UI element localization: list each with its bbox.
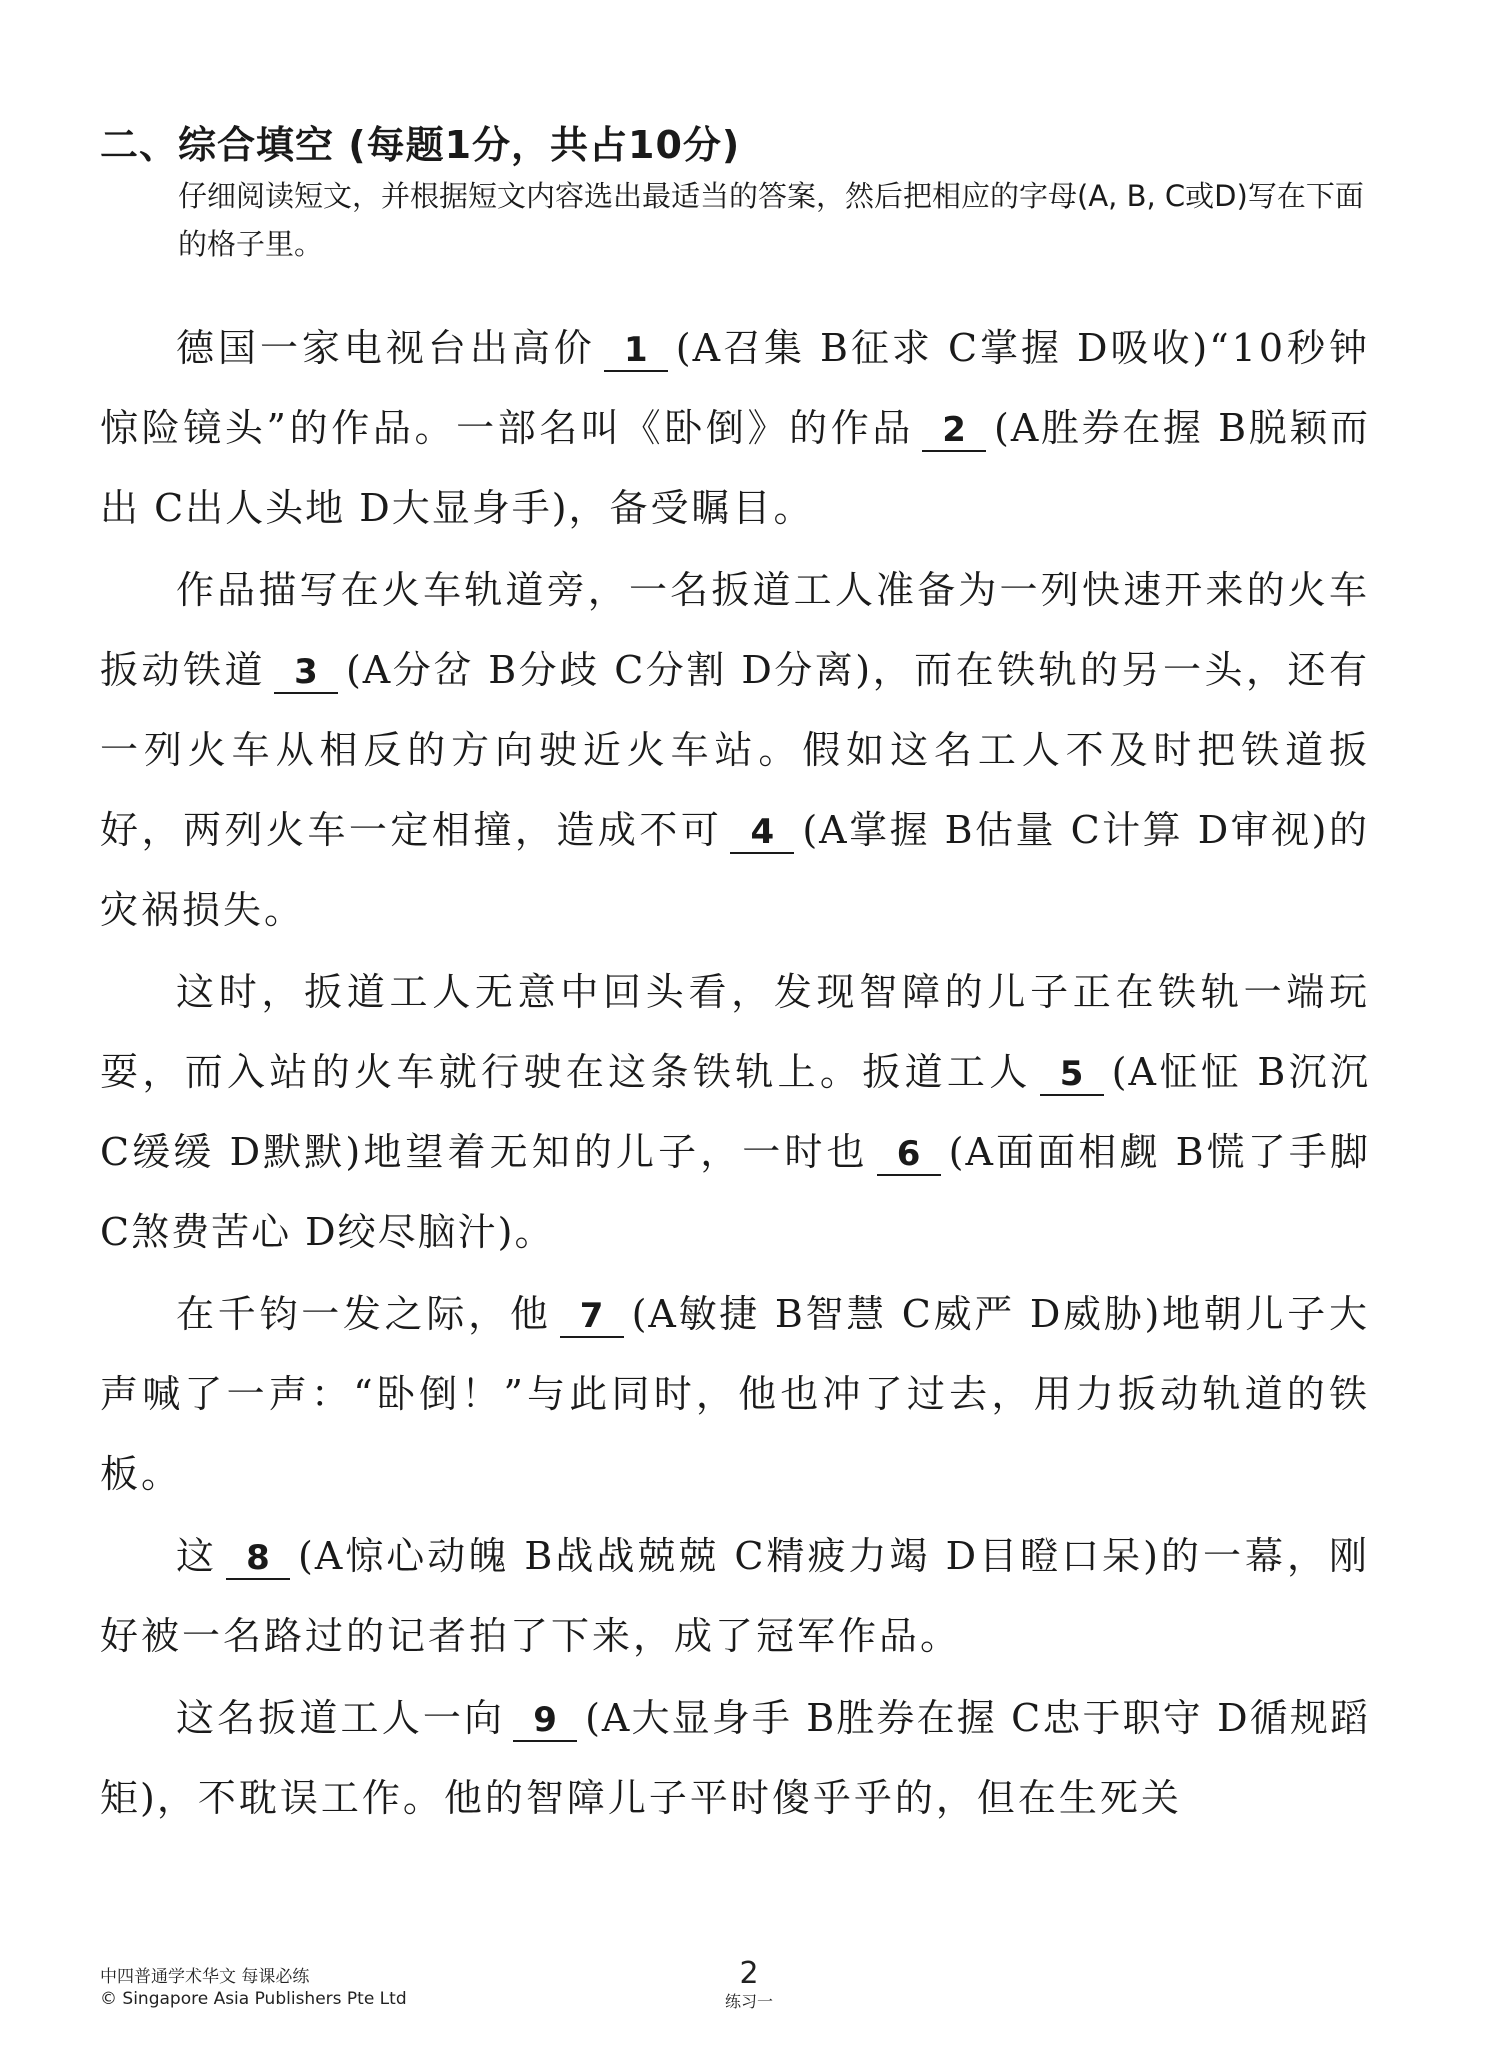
passage-text: 在千钧一发之际，他 [176, 1292, 552, 1336]
passage-paragraph-4 [100, 1274, 1370, 1514]
publisher-copyright: © Singapore Asia Publishers Pte Ltd [100, 1989, 407, 2009]
footer-credits [100, 1966, 407, 2010]
answer-options-8: (A惊心动魄 B战战兢兢 C精疲力竭 D目瞪口呆) [298, 1534, 1160, 1578]
passage-text: 这时，扳道工人无意中回头看，发现智障的儿子正在铁轨一端玩耍，而入站的火车就行驶在这条铁轨上。扳道工人 [100, 970, 1370, 1094]
section-heading: 二、综合填空 (每题1分，共占10分) [100, 123, 741, 167]
passage-text: ，而在铁轨的另一头，还有一列火车从相反的方向驶近火车站。假如这名工人不及时把铁道扳好，两列火车一定相撞，造成不可 [100, 648, 1370, 852]
answer-options-2: (A胜券在握 B脱颖而出 C出人头地 D大显身手) [100, 406, 1370, 530]
passage-text: 这名扳道工人一向 [176, 1696, 506, 1740]
passage-paragraph-6 [100, 1678, 1370, 1838]
passage-text: ，不耽误工作。他的智障儿子平时傻乎乎的，但在生死关 [156, 1776, 1182, 1820]
instructions-text: 仔细阅读短文，并根据短文内容选出最适当的答案，然后把相应的字母(A, B, C或D)写在下面的格子里。 [178, 179, 1364, 261]
passage-text: 地朝儿子大声喊了一声：“卧倒！”与此同时，他也冲了过去，用力扳动轨道的铁板。 [100, 1292, 1370, 1496]
passage-text: 。 [514, 1210, 556, 1254]
answer-options-6: (A面面相觑 B慌了手脚 C煞费苦心 D绞尽脑汁) [100, 1130, 1370, 1254]
passage-text: 作品描写在火车轨道旁，一名扳道工人准备为一列快速开来的火车扳动铁道 [100, 568, 1370, 692]
cloze-passage [100, 308, 1370, 1840]
answer-blank-1: 1 [604, 330, 668, 372]
passage-text: ，备受瞩目。 [568, 486, 815, 530]
answer-options-1: (A召集 B征求 C掌握 D吸收) [675, 326, 1210, 370]
passage-text: 地望着无知的儿子，一时也 [362, 1130, 869, 1174]
answer-blank-4: 4 [730, 812, 794, 854]
exercise-label: 练习一 [724, 1992, 773, 2011]
passage-text: 的一幕，刚好被一名路过的记者拍了下来，成了冠军作品。 [100, 1534, 1370, 1658]
passage-paragraph-3 [100, 952, 1370, 1272]
answer-options-9: (A大显身手 B胜券在握 C忠于职守 D循规蹈矩) [100, 1696, 1370, 1820]
page-number: 2 [739, 1956, 759, 1991]
answer-blank-5: 5 [1040, 1054, 1104, 1096]
page-footer [649, 1956, 849, 2012]
answer-blank-6: 6 [877, 1134, 941, 1176]
passage-text: 德国一家电视台出高价 [176, 326, 596, 370]
passage-paragraph-1 [100, 308, 1370, 548]
passage-paragraph-5 [100, 1516, 1370, 1676]
answer-blank-8: 8 [226, 1538, 290, 1580]
passage-text: 的灾祸损失。 [100, 808, 1370, 932]
book-title: 中四普通学术华文 每课必练 [100, 1967, 310, 1987]
answer-blank-2: 2 [922, 410, 986, 452]
answer-options-3: (A分岔 B分歧 C分割 D分离) [345, 648, 873, 692]
answer-options-7: (A敏捷 B智慧 C威严 D威胁) [631, 1292, 1162, 1336]
answer-blank-3: 3 [274, 652, 338, 694]
passage-text: “10秒钟惊险镜头”的作品。一部名叫《卧倒》的作品 [100, 326, 1370, 450]
answer-blank-7: 7 [560, 1296, 624, 1338]
passage-paragraph-2 [100, 550, 1370, 950]
passage-text: 这 [176, 1534, 219, 1578]
answer-options-5: (A怔怔 B沉沉 C缓缓 D默默) [100, 1050, 1370, 1174]
answer-options-4: (A掌握 B估量 C计算 D审视) [802, 808, 1329, 852]
answer-blank-9: 9 [513, 1700, 577, 1742]
